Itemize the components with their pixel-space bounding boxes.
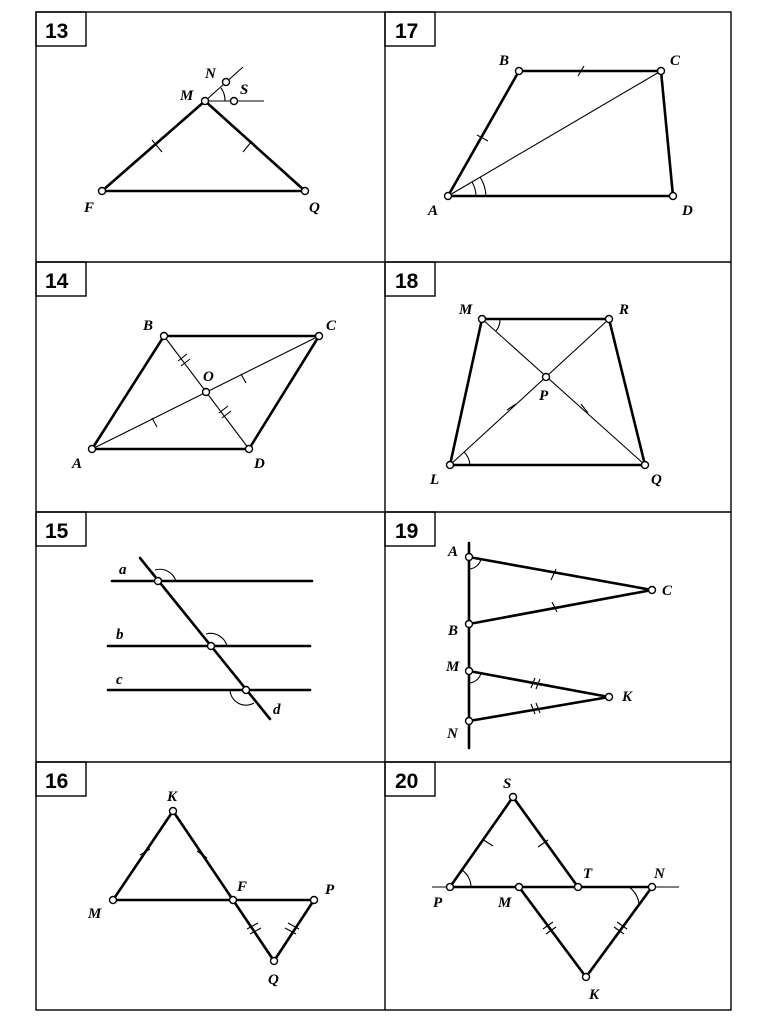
point-s (231, 98, 238, 105)
label-a: A (72, 456, 83, 472)
point-o (203, 389, 210, 396)
panel-17 (385, 12, 693, 219)
label-m: M (446, 659, 460, 675)
triangles-kmf-fpq (110, 808, 318, 965)
label-m: M (459, 302, 473, 318)
point-p (543, 374, 550, 381)
intersection-point (155, 578, 162, 585)
point-q (642, 462, 649, 469)
panel-number: 17 (395, 20, 419, 43)
label-b: B (143, 318, 154, 334)
point-m (479, 316, 486, 323)
label-m: M (498, 895, 512, 911)
panel-number: 18 (395, 270, 419, 293)
panel-18 (385, 262, 662, 488)
point-a (466, 554, 473, 561)
diagonal-mq (482, 319, 645, 465)
panel-number: 13 (45, 20, 69, 43)
point-p (311, 897, 318, 904)
panel-number: 20 (395, 770, 419, 793)
label-t: T (583, 866, 593, 882)
point-n (466, 718, 473, 725)
label-p: P (539, 388, 549, 404)
label-m: M (180, 88, 194, 104)
label-a: A (428, 203, 439, 219)
label-k: K (167, 789, 178, 805)
point-n (649, 884, 656, 891)
tick-mark (219, 406, 228, 413)
panel-13 (36, 12, 320, 216)
angle-arc (496, 319, 500, 331)
parallel-lines-transversal (108, 558, 312, 719)
panel-number: 16 (45, 770, 69, 793)
point-a (89, 446, 96, 453)
label-p: P (433, 895, 443, 911)
label-c: C (670, 53, 681, 69)
label-n: N (205, 66, 216, 82)
label-s: S (240, 82, 249, 98)
label-c: c (116, 672, 123, 688)
point-m (466, 668, 473, 675)
point-a (445, 193, 452, 200)
point-m (516, 884, 523, 891)
label-d: D (682, 203, 693, 219)
label-k: K (589, 987, 600, 1003)
tick-mark (152, 418, 157, 427)
tick-mark (243, 141, 252, 152)
point-k (606, 694, 613, 701)
point-k (583, 974, 590, 981)
label-l: L (430, 472, 440, 488)
label-b: B (448, 623, 459, 639)
label-r: R (619, 302, 630, 318)
diagonal-rl (450, 319, 609, 465)
triangles-pst-mkn (432, 794, 679, 981)
point-b (516, 68, 523, 75)
angle-arc (230, 690, 254, 705)
point-c (658, 68, 665, 75)
label-q: Q (309, 200, 320, 216)
point-c (649, 587, 656, 594)
panel-15 (36, 512, 312, 719)
parallelogram-abcd (89, 333, 323, 453)
point-q (302, 188, 309, 195)
panel-20 (385, 762, 679, 1003)
panel-number: 15 (45, 520, 69, 543)
point-l (447, 462, 454, 469)
label-f: F (84, 200, 95, 216)
label-s: S (503, 776, 512, 792)
tick-mark (241, 374, 246, 383)
label-b: B (499, 53, 510, 69)
point-p (447, 884, 454, 891)
point-d (246, 446, 253, 453)
point-r (606, 316, 613, 323)
point-t (575, 884, 582, 891)
angle-arc (462, 870, 471, 887)
point-s (510, 794, 517, 801)
triangle-fmq (99, 67, 309, 195)
label-n: N (654, 866, 665, 882)
point-m (110, 897, 117, 904)
angle-arc (221, 88, 225, 101)
label-p: P (325, 882, 335, 898)
point-c (316, 333, 323, 340)
label-d: D (254, 456, 265, 472)
point-b (161, 333, 168, 340)
panel-19 (385, 512, 673, 748)
angle-arc (464, 452, 470, 465)
label-a: A (448, 544, 459, 560)
point-f (99, 188, 106, 195)
label-d: d (273, 702, 281, 718)
point-f (230, 897, 237, 904)
quadrilateral-abcd (445, 66, 677, 200)
panel-number: 14 (45, 270, 69, 293)
point-m (202, 98, 209, 105)
angle-arc (480, 177, 486, 196)
label-c: C (326, 318, 337, 334)
angle-arc (472, 182, 476, 196)
panel-16 (36, 762, 335, 988)
label-a: a (119, 562, 127, 578)
label-m: M (88, 906, 102, 922)
label-n: N (447, 726, 458, 742)
panel-number: 19 (395, 520, 419, 543)
panel-14 (36, 262, 337, 472)
point-q (271, 958, 278, 965)
label-q: Q (268, 972, 279, 988)
point-b (466, 621, 473, 628)
label-c: C (662, 583, 673, 599)
point-k (170, 808, 177, 815)
label-q: Q (651, 472, 662, 488)
label-b: b (116, 627, 124, 643)
label-o: O (203, 369, 214, 385)
label-k: K (622, 689, 633, 705)
angle-arc (629, 887, 639, 905)
label-f: F (237, 879, 248, 895)
tick-mark (482, 839, 493, 846)
triangles-abc-mnk (466, 543, 656, 748)
intersection-point (243, 687, 250, 694)
point-d (670, 193, 677, 200)
intersection-point (208, 643, 215, 650)
point-n (223, 79, 230, 86)
